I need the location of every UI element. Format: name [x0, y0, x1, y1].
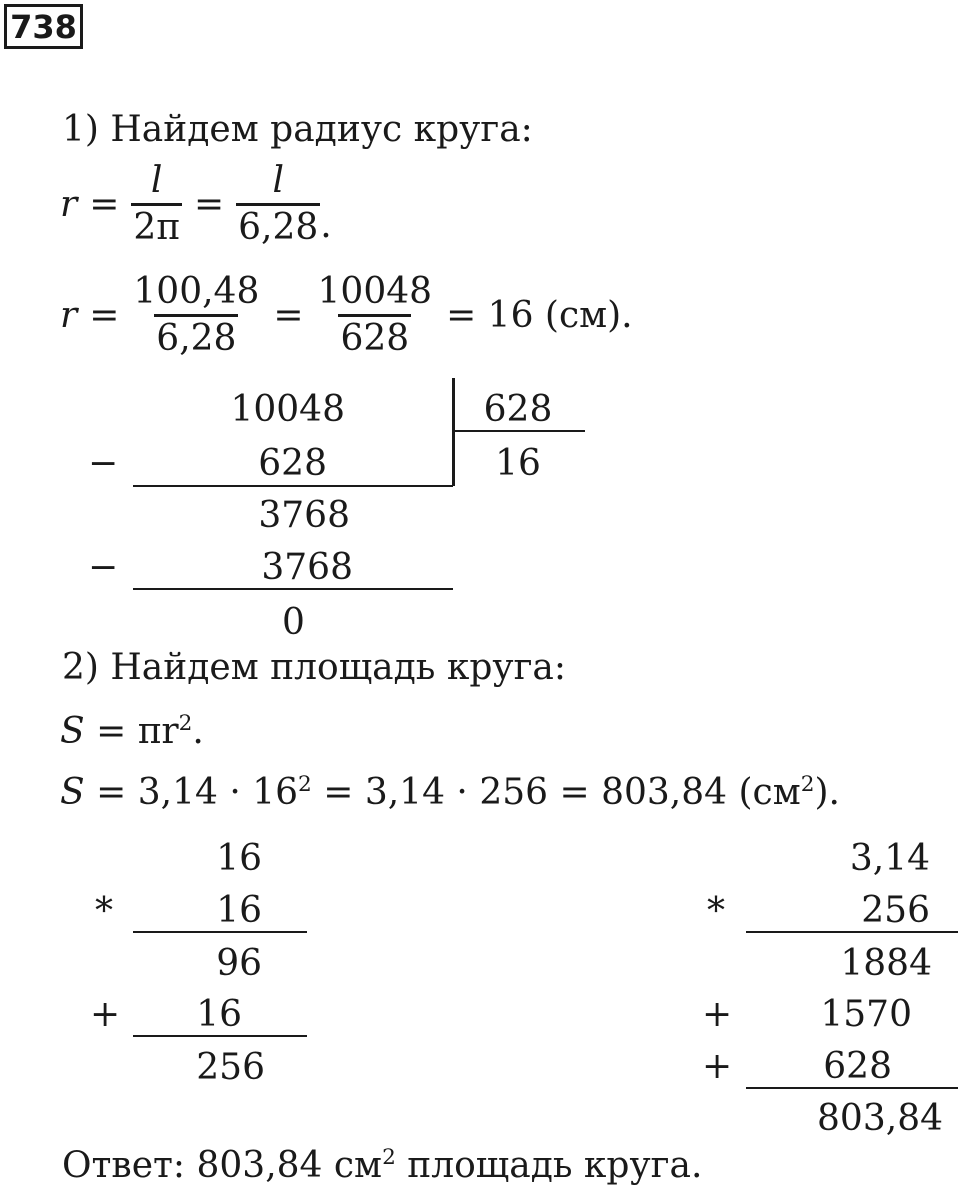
final-remainder: 0	[282, 602, 305, 643]
var-r: r	[60, 294, 78, 336]
fraction-l-over-2pi	[131, 160, 182, 248]
partial-product-2: 1570	[820, 994, 912, 1035]
var-S: S	[60, 711, 85, 752]
radius-calculation	[60, 271, 633, 359]
multiplicand: 16	[216, 838, 262, 879]
equals-sign: =	[193, 183, 225, 225]
sum-line	[133, 1035, 307, 1037]
numerator: 10048	[317, 271, 433, 312]
var-S: S	[60, 772, 85, 813]
divisor-underline	[452, 430, 585, 432]
product-line	[133, 931, 307, 933]
fraction-int	[316, 271, 435, 359]
multiplier: 16	[216, 890, 262, 931]
answer-line	[62, 1145, 703, 1186]
partial-product-3: 628	[823, 1046, 892, 1087]
denominator: 6,28	[236, 203, 320, 246]
sum-line	[746, 1087, 958, 1089]
product-line	[746, 931, 958, 933]
product-result: 256	[196, 1047, 265, 1088]
product-result: 803,84	[817, 1098, 943, 1139]
division-vertical-bar	[452, 378, 455, 486]
equals-sign: =	[89, 183, 120, 225]
radius-result: = 16 (см).	[446, 294, 633, 336]
partial-product-1: 1884	[840, 943, 932, 984]
exponent: 2	[298, 772, 312, 797]
step2-heading: 2) Найдем площадь круга:	[62, 647, 567, 688]
times-sign: *	[707, 891, 725, 932]
subtrahend-2: 3768	[261, 547, 353, 588]
radius-formula	[60, 160, 332, 248]
subtraction-line-1	[133, 485, 453, 487]
subtraction-line-2	[133, 588, 453, 590]
multiplier: 256	[861, 890, 930, 931]
equals-sign: =	[273, 294, 304, 336]
fraction-l-over-628	[236, 160, 320, 248]
times-sign: *	[95, 891, 113, 932]
numerator: l	[150, 160, 163, 201]
area-formula	[60, 711, 204, 752]
multiplicand: 3,14	[849, 838, 930, 879]
answer-tail: площадь круга.	[395, 1145, 703, 1186]
plus-sign: +	[702, 1046, 733, 1087]
minus-sign: −	[88, 443, 119, 484]
answer-text: Ответ: 803,84 см	[62, 1145, 383, 1186]
denominator: 2π	[131, 203, 182, 246]
step1-heading: 1) Найдем радиус круга:	[62, 109, 533, 150]
plus-sign: +	[702, 994, 733, 1035]
partial-product-2: 16	[196, 994, 242, 1035]
subtrahend-1: 628	[258, 443, 327, 484]
divisor: 628	[483, 389, 553, 430]
calc-part-2: = 3,14 · 256 = 803,84 (см	[311, 772, 801, 813]
var-r: r	[60, 183, 78, 225]
plus-sign: +	[90, 994, 121, 1035]
denominator: 628	[338, 314, 411, 357]
numerator: l	[272, 160, 284, 201]
exponent: 2	[382, 1145, 396, 1170]
fraction-10048-over-628	[131, 271, 261, 359]
formula-rest: = πr	[96, 711, 179, 752]
period: .	[320, 205, 332, 246]
area-calculation	[60, 772, 840, 813]
denominator: 6,28	[154, 314, 238, 357]
calc-part-1: = 3,14 · 16	[96, 772, 299, 813]
period: .	[192, 711, 204, 752]
numerator: 100,48	[133, 271, 260, 312]
quotient: 16	[495, 443, 541, 484]
problem-number-badge: 738	[4, 4, 83, 49]
equals-sign: =	[89, 294, 120, 336]
minus-sign: −	[88, 547, 119, 588]
partial-product-1: 96	[216, 943, 262, 984]
exponent: 2	[178, 711, 193, 736]
remainder-1: 3768	[258, 495, 350, 536]
calc-part-3: ).	[814, 772, 840, 813]
dividend: 10048	[230, 389, 345, 430]
exponent: 2	[800, 772, 815, 797]
